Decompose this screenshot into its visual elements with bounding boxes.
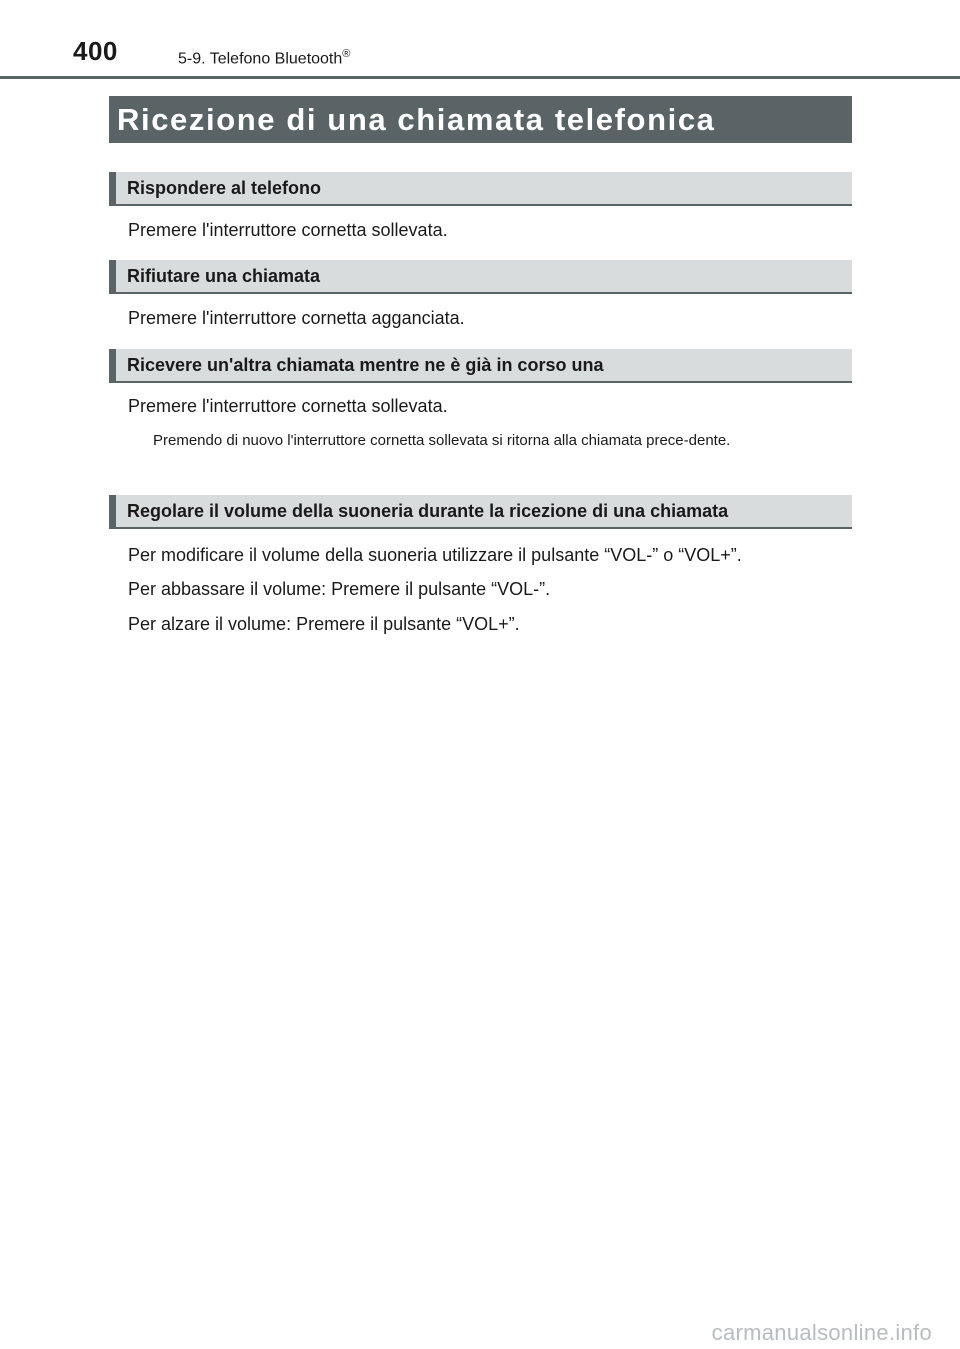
- section-label: [178, 48, 350, 68]
- watermark: carmanualsonline.info: [711, 1320, 932, 1345]
- heading-answer-call: Rispondere al telefono: [109, 172, 852, 206]
- paragraph-answer-call: Premere l'interruttore cornetta sollevata.: [128, 220, 448, 240]
- heading-ringtone-volume: Regolare il volume della suoneria durante la ricezione di una chiamata: [109, 495, 852, 529]
- page-title: Ricezione di una chiamata telefonica: [109, 96, 852, 143]
- page-number: 400: [73, 36, 118, 66]
- paragraph-call-waiting: Premere l'interruttore cornetta sollevata.: [128, 396, 448, 416]
- paragraph-volume-adjust: Per modificare il volume della suoneria utilizzare il pulsante “VOL-” o “VOL+”.: [128, 545, 742, 565]
- heading-reject-call: Rifiutare una chiamata: [109, 260, 852, 294]
- paragraph-volume-down: Per abbassare il volume: Premere il pulsante “VOL-”.: [128, 579, 551, 599]
- heading-call-waiting: Ricevere un'altra chiamata mentre ne è già in corso una: [109, 349, 852, 383]
- section-name: 5-9. Telefono Bluetooth: [178, 50, 343, 68]
- page-header: [0, 0, 960, 80]
- header-rule: [0, 76, 960, 79]
- registered-mark: ®: [342, 48, 351, 60]
- paragraph-volume-up: Per alzare il volume: Premere il pulsante “VOL+”.: [128, 614, 520, 634]
- paragraph-reject-call: Premere l'interruttore cornetta agganciata.: [128, 308, 465, 328]
- note-call-waiting: Premendo di nuovo l'interruttore cornetta sollevata si ritorna alla chiamata prece-dente.: [153, 432, 731, 449]
